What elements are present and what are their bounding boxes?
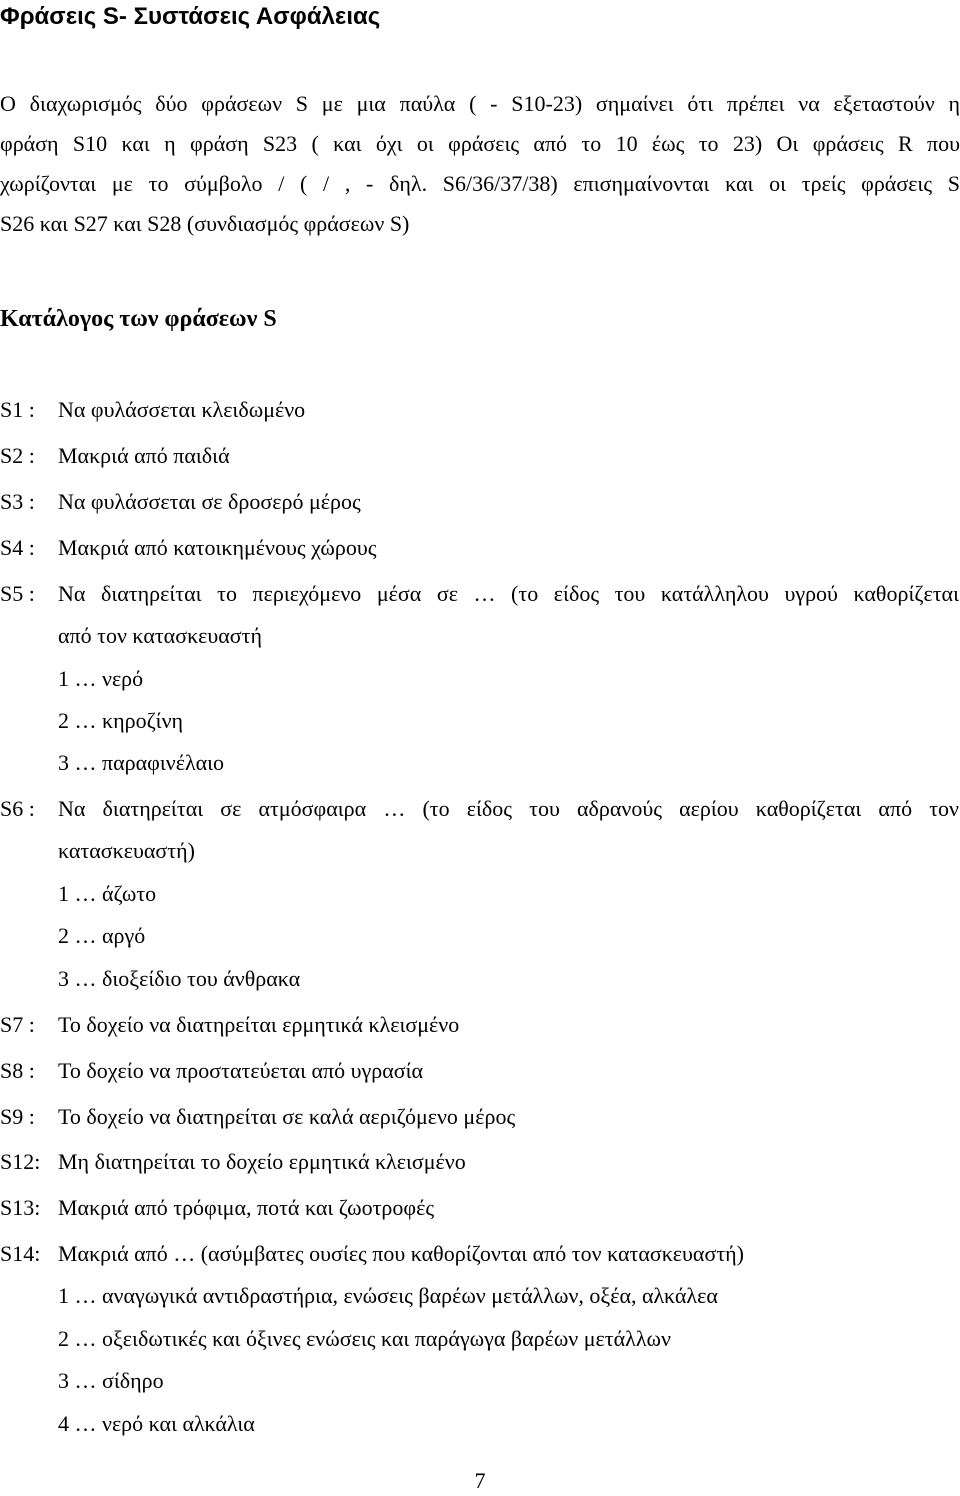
phrase-row-s9: [0, 1099, 960, 1135]
phrase-option: [0, 876, 960, 912]
phrase-option: [0, 703, 960, 739]
phrase-option: [0, 1406, 960, 1442]
phrase-code: S5 :: [0, 581, 35, 606]
phrase-text: Το δοχείο να διατηρείται ερμητικά κλεισμένο: [58, 1012, 460, 1037]
phrase-row-s6: [0, 791, 960, 827]
phrase-option-text: 2 … αργό: [58, 923, 146, 948]
phrase-row-s4: [0, 530, 960, 566]
phrase-option-text: 4 … νερό και αλκάλια: [58, 1411, 255, 1436]
phrase-row-s3: [0, 484, 960, 520]
phrase-option: [0, 745, 960, 781]
phrase-continuation-text: από τον κατασκευαστή: [58, 623, 263, 648]
phrase-text: Μακριά από παιδιά: [58, 443, 230, 468]
phrase-text: Το δοχείο να προστατεύεται από υγρασία: [58, 1058, 424, 1083]
phrase-continuation-text: κατασκευαστή): [58, 838, 195, 863]
phrase-row-s12: [0, 1144, 960, 1180]
phrase-row-s2: [0, 438, 960, 474]
phrase-continuation: [0, 833, 960, 869]
phrase-code: S1 :: [0, 397, 35, 422]
phrase-text: Να διατηρείται σε ατμόσφαιρα … (το είδος του αδρανούς αερίου καθορίζεται από τον: [58, 796, 959, 821]
phrase-text: Μακριά από … (ασύμβατες ουσίες που καθορίζονται από τον κατασκευαστή): [58, 1241, 744, 1266]
phrase-code: S2 :: [0, 443, 35, 468]
page-number: 7: [474, 1468, 486, 1493]
phrase-option: [0, 661, 960, 697]
phrase-option-text: 3 … παραφινέλαιο: [58, 750, 225, 775]
intro-line: φράση S10 και η φράση S23 ( και όχι οι φράσεις από το 10 έως το 23) Οι φράσεις R που: [0, 131, 960, 156]
phrase-code: S9 :: [0, 1104, 35, 1129]
phrase-text: Μακριά από τρόφιμα, ποτά και ζωοτροφές: [58, 1195, 435, 1220]
section-heading: Κατάλογος των φράσεων S: [0, 306, 277, 332]
phrase-code: S6 :: [0, 796, 35, 821]
phrase-code: S7 :: [0, 1012, 35, 1037]
phrase-text: Να φυλάσσεται κλειδωμένο: [58, 397, 306, 422]
phrase-row-s7: [0, 1007, 960, 1043]
phrase-row-s8: [0, 1053, 960, 1089]
phrase-code: S8 :: [0, 1058, 35, 1083]
phrase-text: Το δοχείο να διατηρείται σε καλά αεριζόμενο μέρος: [58, 1104, 516, 1129]
intro-line: S26 και S27 και S28 (συνδιασμός φράσεων S): [0, 211, 410, 236]
phrase-row-s5: [0, 576, 960, 612]
phrase-option: [0, 961, 960, 997]
phrase-continuation: [0, 618, 960, 654]
phrase-option-text: 3 … σίδηρο: [58, 1368, 164, 1393]
phrase-text: Να διατηρείται το περιεχόμενο μέσα σε … (το είδος του κατάλληλου υγρού καθορίζεται: [58, 581, 959, 606]
phrase-option-text: 1 … αναγωγικά αντιδραστήρια, ενώσεις βαρέων μετάλλων, οξέα, αλκάλεα: [58, 1283, 718, 1308]
phrase-option-text: 2 … οξειδωτικές και όξινες ενώσεις και παράγωγα βαρέων μετάλλων: [58, 1326, 671, 1351]
phrase-option-text: 1 … νερό: [58, 666, 144, 691]
phrase-code: S3 :: [0, 489, 35, 514]
page-title: Φράσεις S- Συστάσεις Ασφάλειας: [0, 3, 381, 30]
intro-line: χωρίζονται με το σύμβολο / ( / , - δηλ. S6/36/37/38) επισημαίνονται και οι τρείς φράσεις S: [0, 171, 960, 196]
phrase-option: [0, 1321, 960, 1357]
phrase-code: S13:: [0, 1195, 41, 1220]
phrase-row-s13: [0, 1190, 960, 1226]
intro-line: Ο διαχωρισμός δύο φράσεων S με μια παύλα ( - S10-23) σημαίνει ότι πρέπει να εξεταστούν η: [0, 91, 960, 116]
phrase-option-text: 1 … άζωτο: [58, 881, 157, 906]
phrase-option-text: 3 … διοξείδιο του άνθρακα: [58, 966, 301, 991]
phrase-option: [0, 1278, 960, 1314]
intro-paragraph: [0, 84, 960, 244]
phrase-option: [0, 918, 960, 954]
phrase-row-s14: [0, 1236, 960, 1272]
phrase-text: Να φυλάσσεται σε δροσερό μέρος: [58, 489, 361, 514]
phrase-row-s1: [0, 392, 960, 428]
phrase-text: Μη διατηρείται το δοχείο ερμητικά κλεισμένο: [58, 1149, 466, 1174]
phrase-option-text: 2 … κηροζίνη: [58, 708, 184, 733]
phrase-option: [0, 1363, 960, 1399]
phrase-code: S12:: [0, 1149, 41, 1174]
phrase-code: S14:: [0, 1241, 41, 1266]
phrase-text: Μακριά από κατοικημένους χώρους: [58, 535, 377, 560]
phrase-code: S4 :: [0, 535, 35, 560]
